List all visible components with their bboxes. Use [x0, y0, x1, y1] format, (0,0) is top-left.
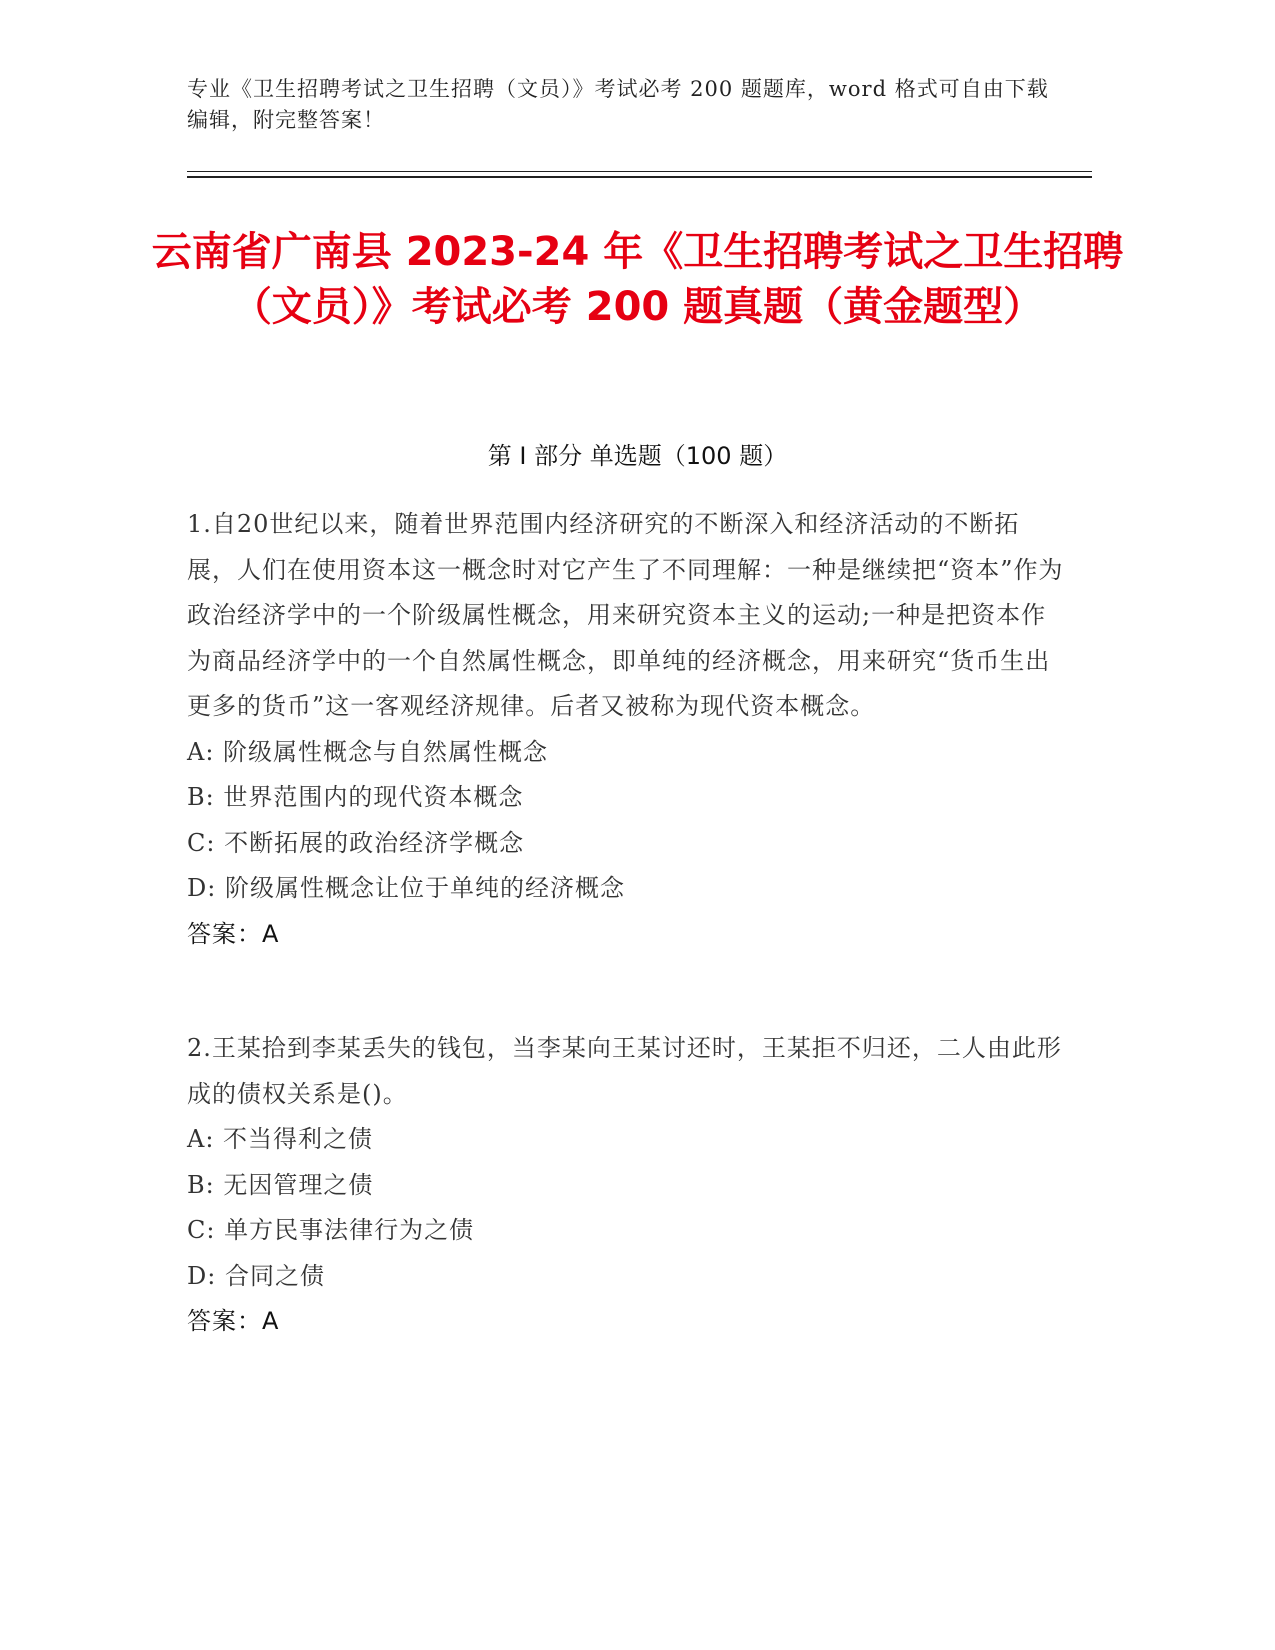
option-b: B: 世界范围内的现代资本概念: [187, 783, 524, 811]
question-1: [187, 502, 1067, 957]
option-c: C: 单方民事法律行为之债: [187, 1216, 475, 1244]
header-rule-thick: [187, 176, 1092, 178]
question-text: 1.自20世纪以来，随着世界范围内经济研究的不断深入和经济活动的不断拓展，人们在使用资本这一概念时对它产生了不同理解：一种是继续把“资本”作为政治经济学中的一个阶级属性概念，用来研究资本主义的运动;一种是把资本作为商品经济学中的一个自然属性概念，即单纯的经济概念，用来研究“货币生出更多的货币”这一客观经济规律。后者又被称为现代资本概念。: [187, 510, 1064, 720]
question-2: [187, 1026, 1067, 1345]
option-b: B: 无因管理之债: [187, 1170, 374, 1199]
option-d: D: 合同之债: [187, 1261, 325, 1290]
option-a: A: 不当得利之债: [187, 1125, 374, 1153]
option-d: D: 阶级属性概念让位于单纯的经济概念: [187, 874, 625, 902]
answer: 答案：A: [187, 1307, 280, 1335]
header-rule-thin: [187, 171, 1092, 172]
option-a: A: 阶级属性概念与自然属性概念: [187, 737, 549, 766]
document-title: 云南省广南县 2023-24 年《卫生招聘考试之卫生招聘（文员）》考试必考 200 题真题（黄金题型）: [151, 229, 1124, 330]
question-text: 2.王某拾到李某丢失的钱包，当李某向王某讨还时，王某拒不归还，二人由此形成的债权关系是()。: [187, 1034, 1062, 1108]
answer: 答案：A: [187, 919, 280, 948]
header-note: 专业《卫生招聘考试之卫生招聘（文员）》考试必考 200 题题库，word 格式可自由下载编辑，附完整答案！: [187, 77, 1049, 132]
option-c: C: 不断拓展的政治经济学概念: [187, 828, 525, 857]
section-title: 第 I 部分 单选题（100 题）: [487, 442, 788, 470]
